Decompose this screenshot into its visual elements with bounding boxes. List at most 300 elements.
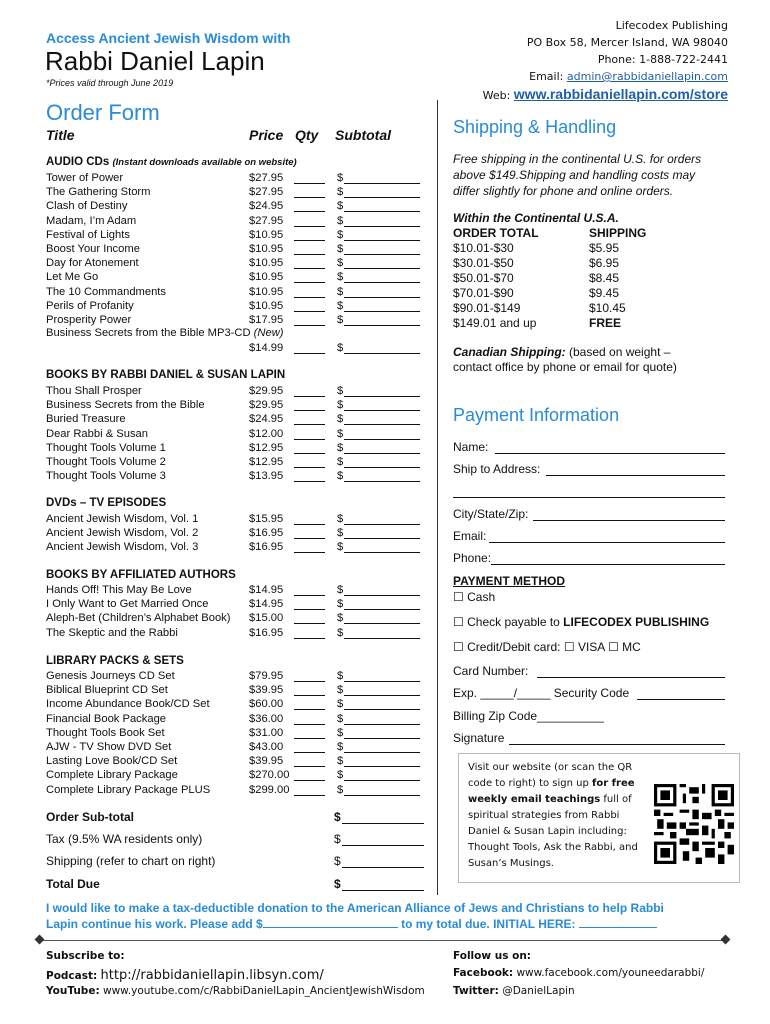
product-title: Tower of Power	[46, 172, 124, 184]
product-row	[46, 313, 426, 327]
initial-field[interactable]	[579, 916, 657, 928]
dollar-sign: $	[337, 712, 344, 725]
product-title: Genesis Journeys CD Set	[46, 670, 175, 682]
qty-input[interactable]	[294, 768, 325, 781]
product-title: Buried Treasure	[46, 413, 126, 426]
subscribe-heading: Subscribe to:	[46, 950, 125, 962]
dollar-sign: $	[334, 877, 341, 891]
publisher-address: PO Box 58, Mercer Island, WA 98040	[526, 36, 728, 49]
dollar-sign: $	[337, 769, 344, 782]
subtotal-input[interactable]	[344, 754, 420, 767]
subtotal-input[interactable]	[344, 669, 420, 682]
facebook-link[interactable]: www.facebook.com/youneedarabbi/	[516, 967, 705, 979]
product-title: Thought Tools Volume 1	[46, 441, 166, 454]
product-title: Complete Library Package	[46, 769, 178, 782]
dollar-sign: $	[337, 257, 344, 270]
qty-input[interactable]	[294, 626, 325, 639]
total-field[interactable]	[342, 877, 424, 891]
qty-input[interactable]	[294, 341, 325, 354]
product-row	[46, 540, 426, 554]
dollar-sign: $	[337, 228, 344, 241]
subtotal-input[interactable]	[344, 341, 420, 354]
rate-shipping: $5.95	[589, 241, 620, 255]
shipping-rate-row	[453, 301, 733, 315]
rate-order-total: $30.01-$50	[453, 256, 514, 270]
subtotal-input[interactable]	[344, 783, 420, 796]
product-title: Thought Tools Volume 2	[46, 456, 166, 468]
col-subtotal: Subtotal	[335, 127, 391, 143]
subtotal-input[interactable]	[344, 185, 420, 198]
dollar-sign: $	[337, 670, 344, 682]
rate-shipping: $8.45	[589, 271, 620, 285]
shipping-col-heads	[453, 226, 733, 240]
product-price: $10.95	[249, 299, 284, 312]
product-row	[46, 597, 426, 611]
subtotal-input[interactable]	[344, 313, 420, 326]
subtotal-input[interactable]	[344, 512, 420, 525]
email-field[interactable]	[453, 529, 725, 545]
qty-input[interactable]	[294, 214, 325, 227]
dvds-heading: DVDs – TV EPISODES	[46, 497, 167, 509]
card-option[interactable]	[453, 640, 733, 654]
tax-field[interactable]	[342, 832, 424, 846]
check-option[interactable]	[453, 615, 733, 629]
dollar-sign: $	[337, 186, 344, 199]
subtotal-input[interactable]	[344, 214, 420, 227]
subtotal-input[interactable]	[344, 768, 420, 781]
phone-label: Phone:	[453, 551, 492, 565]
rate-order-total: $90.01-$149	[453, 301, 521, 315]
ship-to-field[interactable]	[453, 462, 725, 478]
product-title: Biblical Blueprint CD Set	[46, 684, 168, 697]
total-label: Total Due	[46, 877, 100, 891]
qty-input[interactable]	[294, 697, 325, 710]
product-row	[46, 441, 426, 455]
dollar-sign: $	[337, 299, 344, 312]
product-title: Income Abundance Book/CD Set	[46, 698, 210, 711]
product-price: $24.95	[249, 413, 284, 426]
subtotal-input[interactable]	[344, 697, 420, 710]
subtotal-input[interactable]	[344, 583, 420, 596]
product-row	[46, 712, 426, 726]
product-row	[46, 256, 426, 270]
podcast-line	[46, 968, 324, 983]
qty-input[interactable]	[294, 313, 325, 326]
city-label: City/State/Zip:	[453, 507, 529, 521]
qty-input[interactable]	[294, 427, 325, 440]
product-price: $14.95	[249, 584, 284, 596]
qty-input[interactable]	[294, 398, 325, 411]
product-row	[46, 726, 426, 740]
dollar-sign: $	[337, 441, 344, 454]
dollar-sign: $	[337, 342, 344, 354]
product-title: The Gathering Storm	[46, 186, 151, 199]
ship-col-total: ORDER TOTAL	[453, 226, 539, 240]
check-payee: LIFECODEX PUBLISHING	[563, 615, 710, 629]
subtotal-input[interactable]	[344, 455, 420, 468]
rate-order-total: $70.01-$90	[453, 286, 514, 300]
shipping-label: Shipping (refer to chart on right)	[46, 854, 216, 868]
qty-input[interactable]	[294, 270, 325, 283]
dollar-sign: $	[337, 271, 344, 284]
product-row	[46, 626, 426, 640]
qty-input[interactable]	[294, 512, 325, 525]
product-price: $39.95	[249, 684, 284, 697]
dollar-sign: $	[337, 541, 344, 554]
product-price: $31.00	[249, 726, 284, 739]
tax-label: Tax (9.5% WA residents only)	[46, 832, 203, 846]
product-title: Day for Atonement	[46, 257, 139, 270]
podcast-label: Podcast:	[46, 970, 98, 982]
dollar-sign: $	[337, 684, 344, 697]
qty-input[interactable]	[294, 583, 325, 596]
product-row	[46, 214, 426, 228]
subtotal-input[interactable]	[344, 441, 420, 454]
dollar-sign: $	[337, 783, 344, 796]
product-title: Lasting Love Book/CD Set	[46, 755, 178, 768]
dollar-sign: $	[337, 584, 344, 596]
affiliated-heading: BOOKS BY AFFILIATED AUTHORS	[46, 569, 236, 581]
youtube-line	[46, 985, 425, 997]
product-row	[46, 171, 426, 185]
books-heading: BOOKS BY RABBI DANIEL & SUSAN LAPIN	[46, 369, 286, 381]
rate-shipping: $6.95	[589, 256, 620, 270]
product-title: The 10 Commandments	[46, 285, 167, 298]
subtotal-input[interactable]	[344, 626, 420, 639]
qr-signup-text: Visit our website (or scan the QR code to right) to sign up for free weekly email teachings full of spiritual strategies from Rabbi Daniel & Susan Lapin including: Thought Tools, Ask the Rabbi, and Susan’s Musings.	[468, 762, 638, 869]
product-title: AJW - TV Show DVD Set	[46, 741, 172, 753]
subtotal-input[interactable]	[344, 597, 420, 610]
city-field[interactable]	[453, 507, 725, 523]
qty-input[interactable]	[294, 712, 325, 725]
qty-input[interactable]	[294, 540, 325, 553]
subtotal-field[interactable]	[342, 810, 424, 824]
payment-method-title: PAYMENT METHOD	[453, 574, 566, 588]
dollar-sign: $	[337, 598, 344, 611]
card-number-label: Card Number:	[453, 664, 529, 678]
qty-input[interactable]	[294, 526, 325, 539]
checkbox-icon[interactable]: ☐	[607, 640, 619, 654]
shipping-field[interactable]	[342, 854, 424, 868]
qty-input[interactable]	[294, 683, 325, 696]
qty-input[interactable]	[294, 611, 325, 624]
address-line-2[interactable]	[453, 484, 725, 500]
web-label: Web:	[482, 89, 514, 102]
dollar-sign: $	[337, 527, 344, 540]
email-label: Email:	[529, 70, 567, 83]
product-row	[46, 754, 426, 768]
product-title: Let Me Go	[46, 271, 99, 284]
product-price: $299.00	[249, 783, 290, 796]
product-price: $79.95	[249, 670, 284, 682]
rate-shipping: $9.45	[589, 286, 620, 300]
product-row	[46, 526, 426, 540]
product-price: $16.95	[249, 527, 284, 540]
dollar-sign: $	[337, 172, 344, 184]
checkbox-icon[interactable]: ☐	[453, 615, 464, 629]
dollar-sign: $	[337, 200, 344, 213]
qty-input[interactable]	[294, 597, 325, 610]
product-price: $12.95	[249, 441, 284, 454]
dollar-sign: $	[334, 854, 341, 868]
product-price: $10.95	[249, 271, 284, 284]
canadian-text: (based on weight – contact office by phone or email for quote)	[453, 345, 677, 374]
qty-input[interactable]	[294, 740, 325, 753]
product-price: $29.95	[249, 399, 284, 412]
product-price: $60.00	[249, 698, 284, 711]
dollar-sign: $	[337, 314, 344, 326]
qty-input[interactable]	[294, 299, 325, 312]
email-field-label: Email:	[453, 529, 487, 543]
twitter-line	[453, 985, 575, 997]
name-field[interactable]	[453, 440, 725, 456]
payment-title: Payment Information	[453, 405, 620, 425]
rate-order-total: $50.01-$70	[453, 271, 514, 285]
product-row	[46, 199, 426, 213]
cash-label: Cash	[467, 590, 496, 604]
product-row	[46, 683, 426, 697]
product-row	[46, 783, 426, 797]
product-row	[46, 512, 426, 526]
product-title: Aleph-Bet (Children’s Alphabet Book)	[46, 612, 231, 625]
cash-option[interactable]	[453, 590, 733, 604]
qty-input[interactable]	[294, 199, 325, 212]
qty-input[interactable]	[294, 783, 325, 796]
signature-field[interactable]	[453, 731, 725, 747]
product-title: Festival of Lights	[46, 228, 130, 241]
subtotal-input[interactable]	[344, 270, 420, 283]
dollar-sign: $	[337, 470, 344, 483]
dollar-sign: $	[337, 755, 344, 768]
dollar-sign: $	[337, 626, 344, 639]
product-price: $10.95	[249, 285, 284, 298]
checkbox-icon[interactable]: ☐	[563, 640, 575, 654]
subtotal-input[interactable]	[344, 540, 420, 553]
product-price: $39.95	[249, 755, 284, 768]
checkbox-icon[interactable]: ☐	[453, 590, 464, 604]
shipping-rate-row	[453, 241, 733, 255]
dollar-sign: $	[337, 214, 344, 227]
product-title: Hands Off! This May Be Love	[46, 584, 192, 596]
product-title: The Skeptic and the Rabbi	[46, 626, 178, 639]
publisher-block	[483, 17, 728, 104]
facebook-label: Facebook:	[453, 967, 514, 979]
product-row	[46, 299, 426, 313]
product-title: Business Secrets from the Bible	[46, 399, 205, 412]
dollar-sign: $	[337, 741, 344, 753]
footer-divider	[38, 940, 728, 941]
product-title: Perils of Profanity	[46, 299, 134, 312]
product-price: $270.00	[249, 769, 290, 782]
product-row	[46, 228, 426, 242]
billing-zip-field[interactable]	[453, 709, 725, 725]
dollar-sign: $	[337, 513, 344, 525]
product-title: Ancient Jewish Wisdom, Vol. 2	[46, 527, 199, 540]
subtotal-input[interactable]	[344, 171, 420, 184]
audio-note: (Instant downloads available on website)	[112, 157, 297, 168]
subtotal-input[interactable]	[344, 712, 420, 725]
shipping-row	[46, 854, 431, 868]
donation-amount-field[interactable]	[263, 916, 398, 928]
header-tagline: Access Ancient Jewish Wisdom with	[46, 30, 291, 46]
subtotal-input[interactable]	[344, 299, 420, 312]
mp3-row	[46, 326, 426, 340]
dollar-sign: $	[337, 726, 344, 739]
col-price: Price	[249, 127, 284, 143]
product-title: Dear Rabbi & Susan	[46, 427, 148, 440]
qty-input[interactable]	[294, 455, 325, 468]
subtotal-input[interactable]	[344, 256, 420, 269]
shipping-rate-row	[453, 286, 733, 300]
qty-input[interactable]	[294, 441, 325, 454]
qty-input[interactable]	[294, 256, 325, 269]
subtotal-input[interactable]	[344, 427, 420, 440]
product-price: $10.95	[249, 257, 284, 270]
twitter-link[interactable]: @DanielLapin	[502, 985, 575, 997]
product-row	[46, 768, 426, 782]
shipping-rate-row	[453, 316, 733, 330]
subtotal-input[interactable]	[344, 242, 420, 255]
library-heading: LIBRARY PACKS & SETS	[46, 655, 184, 667]
subtotal-input[interactable]	[344, 611, 420, 624]
divider-diamond-left	[35, 935, 45, 945]
product-title: Thou Shall Prosper	[46, 385, 142, 397]
product-price: $10.95	[249, 228, 284, 241]
product-price: $16.95	[249, 541, 284, 554]
qty-input[interactable]	[294, 754, 325, 767]
subtotal-input[interactable]	[344, 469, 420, 482]
product-row	[46, 384, 426, 398]
product-row	[46, 455, 426, 469]
card-label: Credit/Debit card:	[467, 640, 561, 654]
header-name: Rabbi Daniel Lapin	[45, 46, 265, 76]
mp3-price: $14.99	[249, 342, 284, 354]
product-title: Ancient Jewish Wisdom, Vol. 1	[46, 513, 199, 525]
dollar-sign: $	[337, 385, 344, 397]
checkbox-icon[interactable]: ☐	[453, 640, 464, 654]
product-row	[46, 242, 426, 256]
web-link[interactable]: www.rabbidaniellapin.com/store	[513, 86, 728, 102]
product-price: $43.00	[249, 741, 284, 753]
shipping-within: Within the Continental U.S.A.	[453, 211, 619, 225]
col-title: Title	[46, 127, 75, 143]
phone-field[interactable]	[453, 551, 725, 567]
product-title: Prosperity Power	[46, 314, 132, 326]
product-price: $15.00	[249, 612, 284, 625]
product-price: $16.95	[249, 626, 284, 639]
ship-to-label: Ship to Address:	[453, 462, 541, 476]
product-price: $36.00	[249, 712, 284, 725]
mp3-price-row	[46, 341, 426, 355]
qty-input[interactable]	[294, 726, 325, 739]
subtotal-input[interactable]	[344, 726, 420, 739]
publisher-name: Lifecodex Publishing	[615, 19, 728, 32]
shipping-title: Shipping & Handling	[453, 117, 617, 137]
email-link[interactable]: admin@rabbidaniellapin.com	[566, 70, 728, 83]
col-qty: Qty	[295, 127, 319, 143]
audio-heading: AUDIO CDs (Instant downloads available on website)	[46, 156, 297, 168]
subtotal-input[interactable]	[344, 683, 420, 696]
check-label: Check payable to	[467, 615, 564, 629]
qty-input[interactable]	[294, 412, 325, 425]
product-row	[46, 185, 426, 199]
dollar-sign: $	[337, 399, 344, 412]
youtube-label: YouTube:	[46, 985, 100, 997]
column-divider	[437, 100, 438, 895]
qty-input[interactable]	[294, 171, 325, 184]
subtotal-input[interactable]	[344, 199, 420, 212]
exp-label: Exp. _____/_____ Security Code	[453, 686, 630, 700]
subtotal-input[interactable]	[344, 398, 420, 411]
qty-input[interactable]	[294, 228, 325, 241]
divider-diamond-right	[721, 935, 731, 945]
prices-note: *Prices valid through June 2019	[46, 78, 174, 88]
product-title: Madam, I’m Adam	[46, 214, 137, 227]
card-number-field[interactable]	[453, 664, 725, 680]
shipping-note: Free shipping in the continental U.S. for orders above $149.Shipping and handling costs may differ slightly for phone and online orders.	[453, 152, 702, 198]
order-form-title: Order Form	[46, 100, 160, 125]
subtotal-label: Order Sub-total	[46, 810, 135, 824]
exp-field[interactable]	[453, 686, 725, 702]
tax-row	[46, 832, 431, 846]
subtotal-input[interactable]	[344, 740, 420, 753]
mc-label: MC	[622, 640, 641, 654]
qr-bold-text: for free weekly email teachings	[468, 778, 635, 805]
subtotal-row	[46, 810, 431, 824]
qty-input[interactable]	[294, 669, 325, 682]
podcast-link[interactable]: http://rabbidaniellapin.libsyn.com/	[100, 968, 324, 983]
product-price: $12.95	[249, 456, 284, 468]
product-price: $14.95	[249, 598, 284, 611]
billing-zip-label: Billing Zip Code__________	[453, 709, 604, 723]
product-price: $12.00	[249, 427, 284, 440]
subtotal-input[interactable]	[344, 285, 420, 298]
product-row	[46, 740, 426, 754]
qty-input[interactable]	[294, 242, 325, 255]
product-price: $17.95	[249, 314, 284, 326]
qty-input[interactable]	[294, 384, 325, 397]
product-row	[46, 611, 426, 625]
subtotal-input[interactable]	[344, 228, 420, 241]
qty-input[interactable]	[294, 185, 325, 198]
dollar-sign: $	[334, 810, 341, 824]
qty-input[interactable]	[294, 285, 325, 298]
qr-code-icon[interactable]	[654, 784, 734, 864]
total-row	[46, 877, 431, 891]
canadian-shipping	[453, 345, 708, 375]
rate-order-total: $149.01 and up	[453, 316, 537, 330]
product-row	[46, 469, 426, 483]
product-row	[46, 669, 426, 683]
dollar-sign: $	[337, 698, 344, 711]
qty-input[interactable]	[294, 469, 325, 482]
subtotal-input[interactable]	[344, 412, 420, 425]
dollar-sign: $	[337, 456, 344, 468]
product-title: Thought Tools Volume 3	[46, 470, 166, 483]
subtotal-input[interactable]	[344, 384, 420, 397]
product-row	[46, 270, 426, 284]
product-title: Clash of Destiny	[46, 200, 128, 213]
youtube-link[interactable]: www.youtube.com/c/RabbiDanielLapin_AncientJewishWisdom	[103, 985, 425, 997]
product-title: Complete Library Package PLUS	[46, 783, 211, 796]
publisher-phone: Phone: 1-888-722-2441	[597, 53, 728, 66]
follow-heading: Follow us on:	[453, 950, 531, 962]
product-price: $10.95	[249, 243, 284, 255]
subtotal-input[interactable]	[344, 526, 420, 539]
mp3-new: (New)	[253, 327, 284, 339]
product-title: I Only Want to Get Married Once	[46, 598, 209, 611]
product-price: $27.95	[249, 186, 284, 199]
